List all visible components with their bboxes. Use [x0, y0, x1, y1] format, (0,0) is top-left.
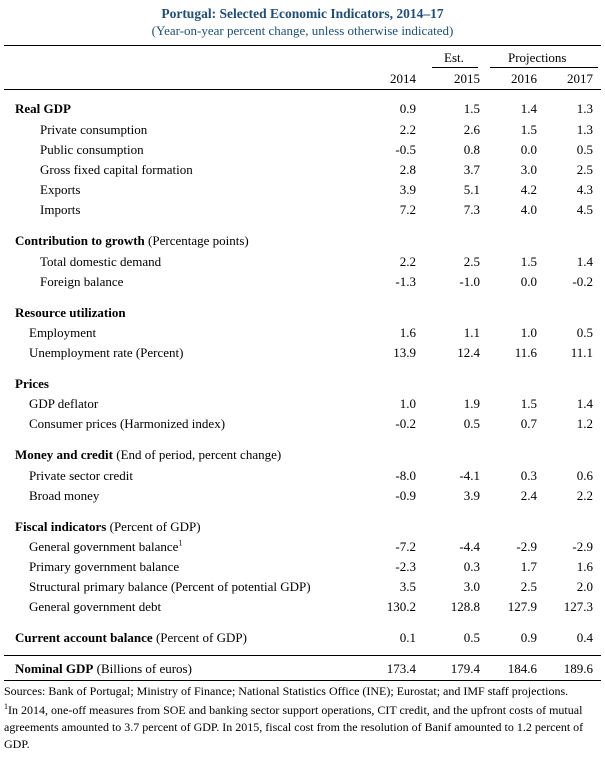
cell: -1.3 — [395, 274, 416, 289]
row-label: Public consumption — [40, 142, 144, 157]
table-row — [0, 273, 605, 291]
cell: 3.7 — [463, 162, 480, 177]
section-title: Resource utilization — [15, 305, 126, 320]
row-label: Imports — [40, 202, 81, 217]
cell: -0.2 — [395, 416, 416, 431]
table-row — [0, 629, 605, 647]
section-header — [0, 375, 605, 393]
table-row — [0, 253, 605, 271]
cell: 0.4 — [576, 630, 593, 645]
cell: 0.9 — [520, 630, 537, 645]
row-label: Consumer prices (Harmonized index) — [29, 416, 226, 431]
table-row — [0, 395, 605, 413]
cell: 2.2 — [399, 254, 416, 269]
projections-underline — [490, 67, 598, 68]
table-row — [0, 161, 605, 179]
cell: 0.0 — [520, 142, 537, 157]
row-label — [15, 446, 281, 464]
cell: 7.2 — [399, 202, 416, 217]
cell: 4.2 — [520, 182, 537, 197]
row-label: Private consumption — [40, 122, 148, 137]
section-note: (Percent of GDP) — [109, 519, 201, 534]
cell: 5.1 — [463, 182, 480, 197]
row-label-text: General government balance — [29, 539, 179, 554]
cell: 3.0 — [520, 162, 537, 177]
table-row — [0, 487, 605, 505]
bottom-rule — [4, 680, 601, 681]
year-2016: 2016 — [511, 71, 537, 86]
cell: 1.5 — [520, 122, 537, 137]
section-title: Money and credit — [15, 447, 113, 462]
header-rule — [4, 89, 601, 90]
row-label: Exports — [40, 182, 81, 197]
cell: -0.5 — [395, 142, 416, 157]
table-row — [0, 121, 605, 139]
year-2015: 2015 — [454, 71, 480, 86]
section-note: (Percent of GDP) — [155, 630, 247, 645]
cell: 4.3 — [576, 182, 593, 197]
cell: -2.3 — [395, 559, 416, 574]
cell: 1.6 — [399, 325, 416, 340]
footnote-marker: 1 — [4, 702, 8, 711]
cell: 0.7 — [520, 416, 537, 431]
row-label: Total domestic demand — [40, 254, 162, 269]
row-label: Structural primary balance (Percent of potential GDP) — [29, 579, 311, 594]
row-label: Employment — [29, 325, 97, 340]
row-label — [15, 518, 201, 536]
section-header — [0, 304, 605, 322]
year-2017: 2017 — [567, 71, 593, 86]
cell: 1.5 — [520, 254, 537, 269]
table-row — [0, 141, 605, 159]
cell: -8.0 — [395, 468, 416, 483]
cell: 1.5 — [463, 101, 480, 116]
cell: 3.0 — [463, 579, 480, 594]
cell: 1.5 — [520, 396, 537, 411]
row-label: Private sector credit — [29, 468, 133, 483]
cell: 189.6 — [563, 661, 593, 676]
section-title: Contribution to growth — [15, 233, 145, 248]
sources-note: Sources: Bank of Portugal; Ministry of Finance; National Statistics Office (INE); Eurostat; and IMF staff projections. — [4, 684, 569, 698]
row-label: Gross fixed capital formation — [40, 162, 193, 177]
cell: 1.2 — [576, 416, 593, 431]
section-title: Current account balance — [15, 630, 153, 645]
projections-label: Projections — [508, 50, 567, 65]
cell: 1.9 — [463, 396, 480, 411]
header-years-row — [0, 70, 605, 88]
cell: 1.1 — [463, 325, 480, 340]
cell: 0.3 — [463, 559, 480, 574]
est-label: Est. — [444, 50, 464, 65]
cell: 130.2 — [386, 599, 416, 614]
top-rule — [4, 45, 601, 46]
cell: 1.7 — [520, 559, 537, 574]
table-row — [0, 660, 605, 678]
cell: 4.0 — [520, 202, 537, 217]
cell: 1.4 — [576, 254, 593, 269]
cell: 2.2 — [399, 122, 416, 137]
cell: 3.9 — [463, 488, 480, 503]
cell: 2.5 — [463, 254, 480, 269]
row-label: General government debt — [29, 599, 162, 614]
section-header — [0, 446, 605, 464]
row-label: Real GDP — [15, 101, 71, 116]
cell: -7.2 — [395, 539, 416, 554]
cell: 1.6 — [576, 559, 593, 574]
row-label: Broad money — [29, 488, 100, 503]
cell: 127.3 — [563, 599, 593, 614]
table-row — [0, 467, 605, 485]
cell: 2.2 — [576, 488, 593, 503]
cell: 1.3 — [576, 101, 593, 116]
row-label: Primary government balance — [29, 559, 180, 574]
cell: 11.1 — [570, 345, 593, 360]
cell: -1.0 — [459, 274, 480, 289]
cell: 2.6 — [463, 122, 480, 137]
cell: 1.0 — [399, 396, 416, 411]
cell: 2.5 — [520, 579, 537, 594]
cell: 4.5 — [576, 202, 593, 217]
cell: 12.4 — [457, 345, 480, 360]
section-title: Nominal GDP — [15, 661, 94, 676]
cell: 184.6 — [507, 661, 537, 676]
section-header — [0, 518, 605, 536]
table-row — [0, 201, 605, 219]
row-label — [15, 629, 247, 647]
section-title: Prices — [15, 376, 49, 391]
cell: 0.6 — [576, 468, 593, 483]
cell: 2.0 — [576, 579, 593, 594]
cell: 179.4 — [450, 661, 480, 676]
row-label: Foreign balance — [40, 274, 124, 289]
cell: 0.3 — [520, 468, 537, 483]
row-label: GDP deflator — [29, 396, 99, 411]
cell: 1.4 — [520, 101, 537, 116]
cell: -2.9 — [516, 539, 537, 554]
cell: 2.5 — [576, 162, 593, 177]
table-row — [0, 344, 605, 362]
table-row — [0, 181, 605, 199]
row-label: Unemployment rate (Percent) — [29, 345, 184, 360]
cell: 2.8 — [399, 162, 416, 177]
cell: 0.5 — [463, 416, 480, 431]
cell: 1.3 — [576, 122, 593, 137]
cell: -0.9 — [395, 488, 416, 503]
table-title: Portugal: Selected Economic Indicators, 2014–17 — [161, 6, 444, 21]
cell: 127.9 — [507, 599, 537, 614]
table-row — [0, 578, 605, 596]
cell: 173.4 — [386, 661, 416, 676]
section-note: (Percentage points) — [148, 233, 249, 248]
table-row — [0, 415, 605, 433]
row-label — [29, 538, 182, 556]
table-row — [0, 538, 605, 556]
footnote — [4, 702, 602, 753]
cell: 0.5 — [463, 630, 480, 645]
footnote-text: In 2014, one-off measures from SOE and banking sector support operations, CIT credit, and the upfront costs of mutual agreements amounted to 3.7 percent of GDP. In 2015, fiscal cost from the resolution of Banif amounted to 1.2 percent of GDP. — [4, 703, 584, 751]
cell: 7.3 — [463, 202, 480, 217]
cell: 0.9 — [399, 101, 416, 116]
cell: 0.8 — [463, 142, 480, 157]
row-label — [15, 232, 249, 250]
section-note: (Billions of euros) — [96, 661, 192, 676]
year-2014: 2014 — [390, 71, 416, 86]
cell: -4.4 — [459, 539, 480, 554]
table-row — [0, 324, 605, 342]
row-label — [15, 660, 192, 678]
section-note: (End of period, percent change) — [116, 447, 282, 462]
est-underline — [432, 67, 478, 68]
table-subtitle: (Year-on-year percent change, unless otherwise indicated) — [151, 23, 454, 38]
cell: 0.5 — [576, 325, 593, 340]
footnote-marker: 1 — [178, 538, 183, 548]
cell: 0.5 — [576, 142, 593, 157]
nominal-gdp-top-rule — [4, 655, 601, 656]
cell: 13.9 — [393, 345, 416, 360]
cell: 1.4 — [576, 396, 593, 411]
cell: 11.6 — [514, 345, 537, 360]
cell: 3.9 — [399, 182, 416, 197]
cell: 0.1 — [399, 630, 416, 645]
cell: -4.1 — [459, 468, 480, 483]
cell: 128.8 — [450, 599, 480, 614]
cell: 1.0 — [520, 325, 537, 340]
table-row — [0, 558, 605, 576]
table-row — [0, 100, 605, 118]
cell: -2.9 — [572, 539, 593, 554]
table-row — [0, 598, 605, 616]
cell: -0.2 — [572, 274, 593, 289]
cell: 0.0 — [520, 274, 537, 289]
section-title: Fiscal indicators — [15, 519, 107, 534]
cell: 2.4 — [520, 488, 537, 503]
cell: 3.5 — [399, 579, 416, 594]
section-header — [0, 232, 605, 250]
